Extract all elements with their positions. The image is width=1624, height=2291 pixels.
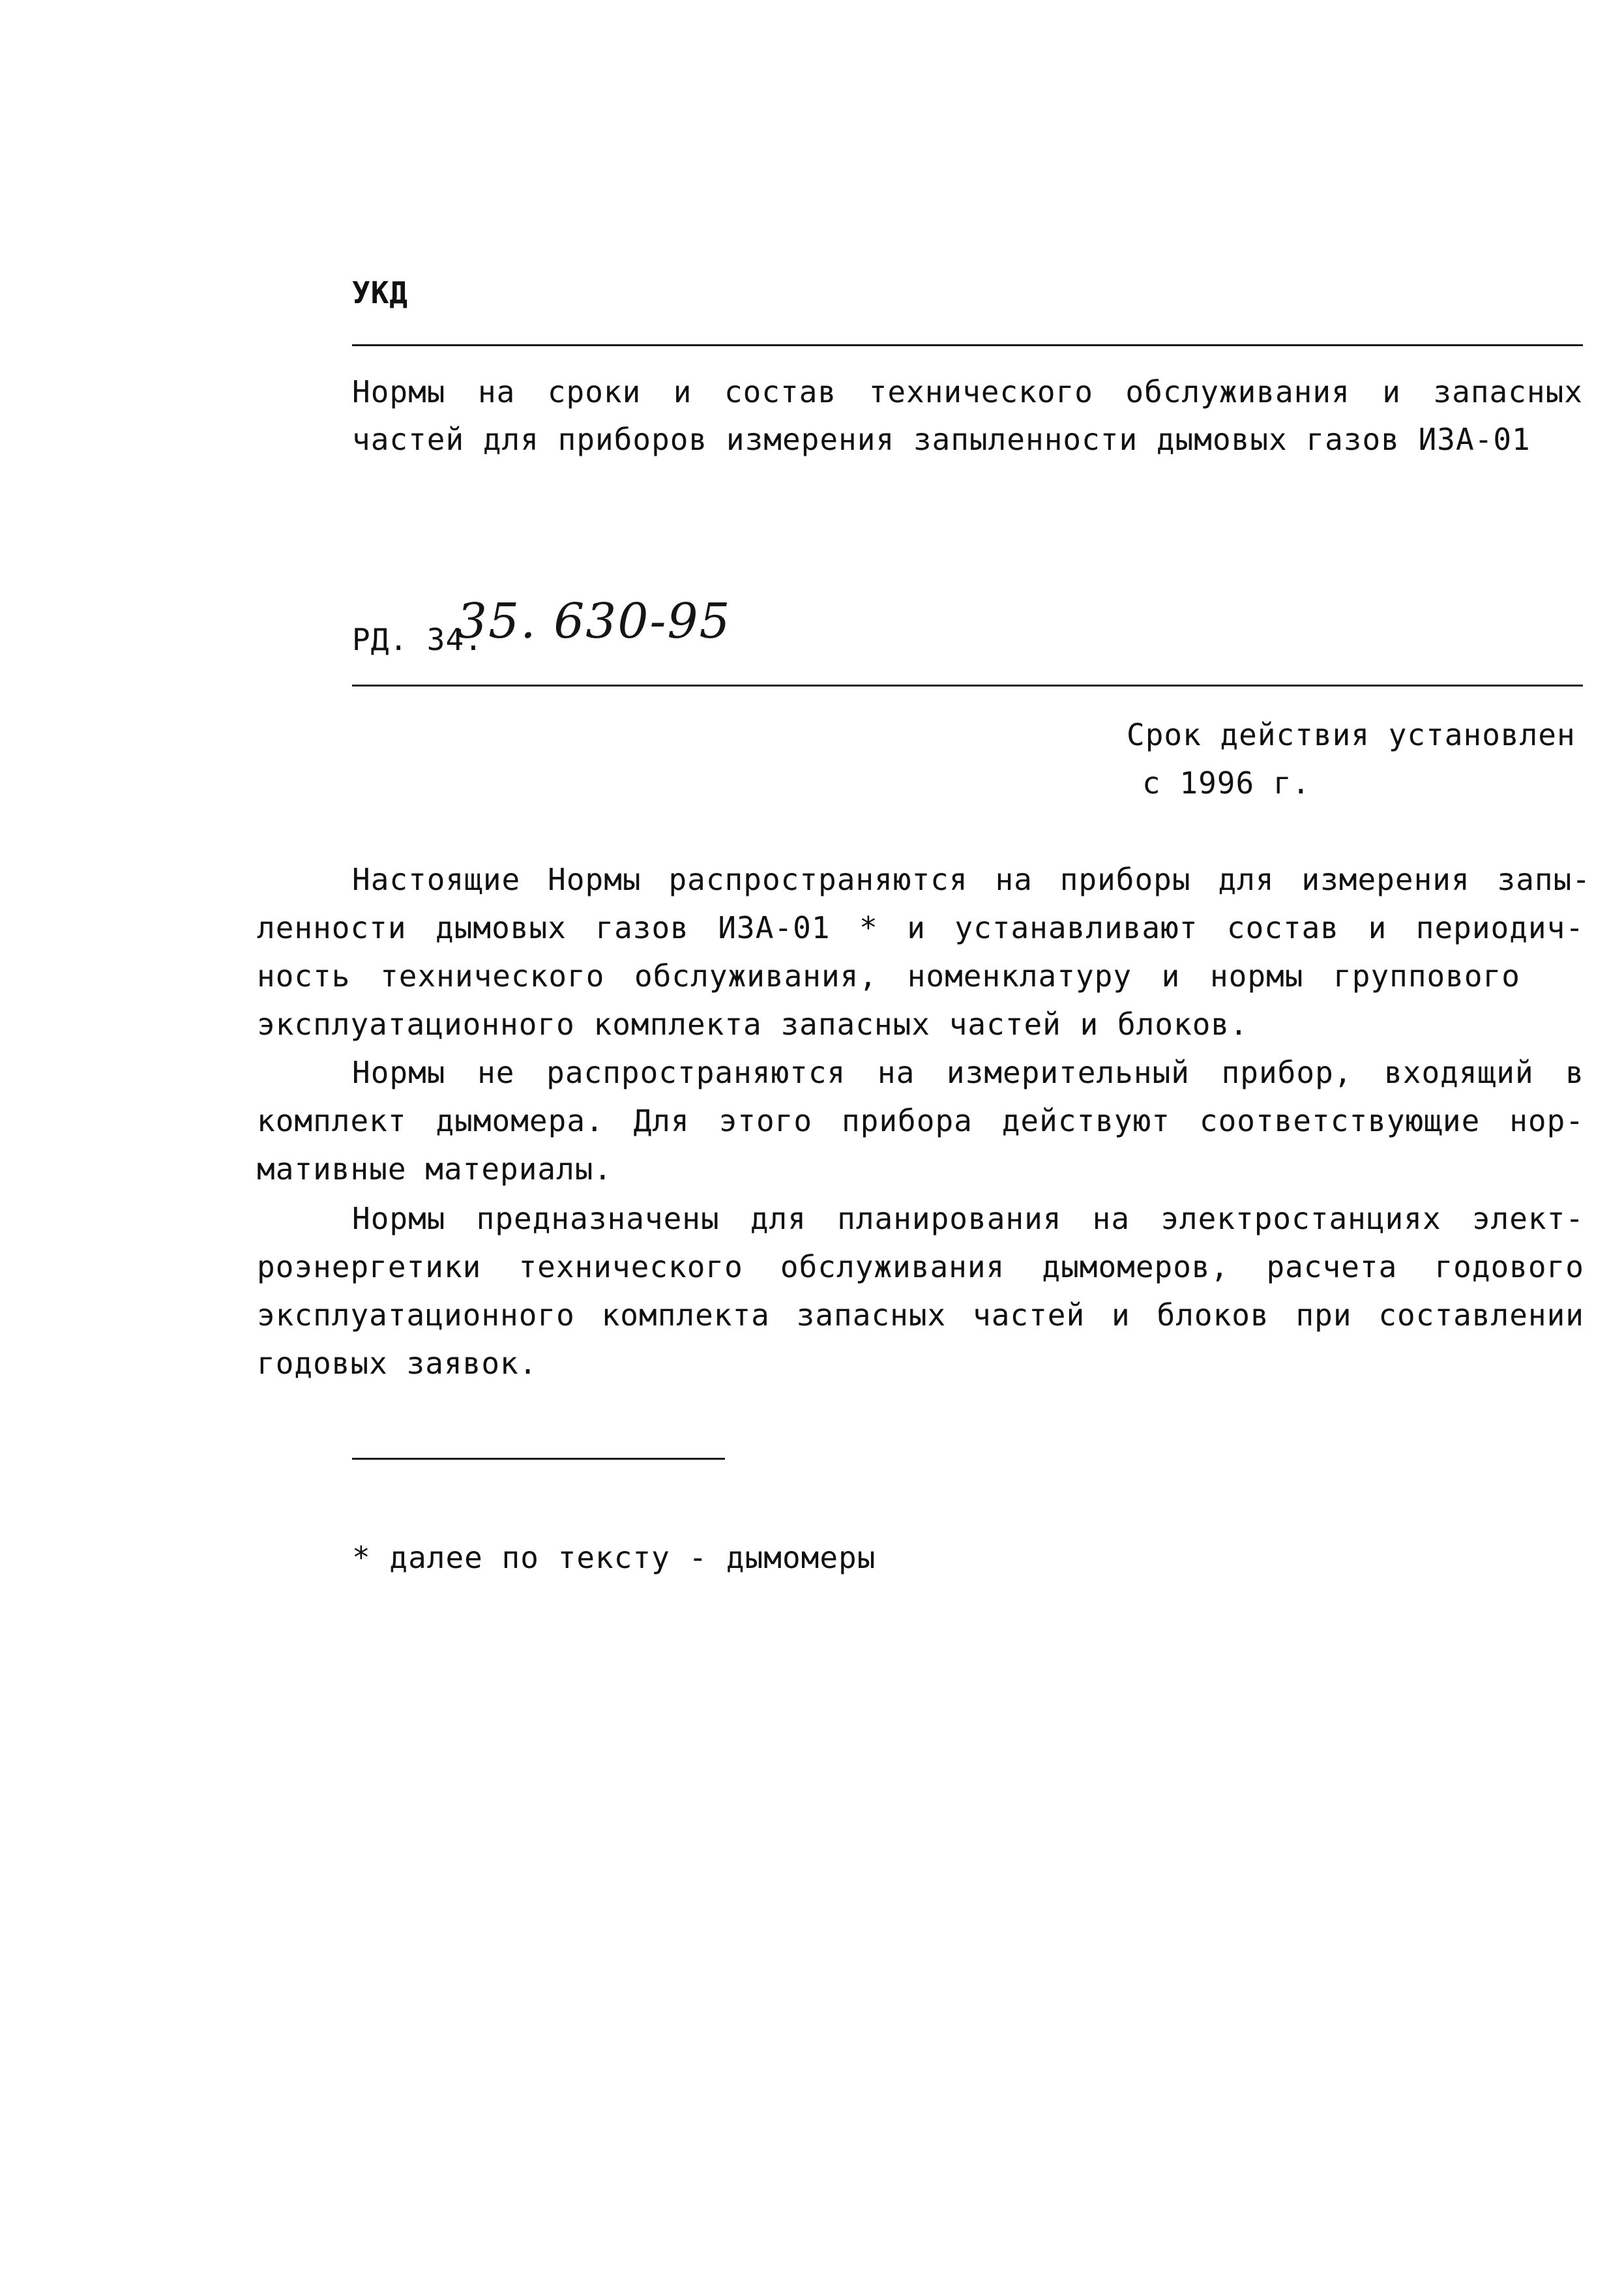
body-line: Нормы предназначены для планирования на электростанциях элект- <box>352 1201 1584 1236</box>
footnote-rule <box>352 1458 725 1460</box>
designation-prefix: РД. 34. <box>352 622 483 657</box>
udc-label: УКД <box>352 275 409 310</box>
body-line: ность технического обслуживания, номенклатуру и нормы группового <box>257 958 1520 994</box>
body-line: Нормы не распространяются на измерительный прибор, входящий в <box>352 1055 1584 1090</box>
body-line: эксплуатационного комплекта запасных частей и блоков. <box>257 1007 1248 1042</box>
designation-rule <box>352 685 1583 687</box>
top-rule <box>352 344 1583 346</box>
body-line: роэнергетики технического обслуживания дымомеров, расчета годового <box>257 1249 1584 1284</box>
body-line: годовых заявок. <box>257 1346 538 1381</box>
validity-line-2: с 1996 г. <box>1142 765 1311 801</box>
title-line-1: Нормы на сроки и состав технического обслуживания и запасных <box>352 374 1583 409</box>
validity-line-1: Срок действия установлен <box>1127 717 1576 752</box>
title-line-2: частей для приборов измерения запыленности дымовых газов ИЗА-01 <box>352 422 1531 457</box>
body-line: комплект дымомера. Для этого прибора действуют соответствующие нор- <box>257 1103 1584 1138</box>
body-line: эксплуатационного комплекта запасных частей и блоков при составлении <box>257 1297 1584 1333</box>
body-line: мативные материалы. <box>257 1151 613 1187</box>
body-line: ленности дымовых газов ИЗА-01 * и устанавливают состав и периодич- <box>257 910 1584 945</box>
body-line: Настоящие Нормы распространяются на приборы для измерения запы- <box>352 862 1591 897</box>
footnote-text: * далее по тексту - дымомеры <box>352 1540 876 1575</box>
designation-handwritten: 35. 630-95 <box>456 593 731 649</box>
